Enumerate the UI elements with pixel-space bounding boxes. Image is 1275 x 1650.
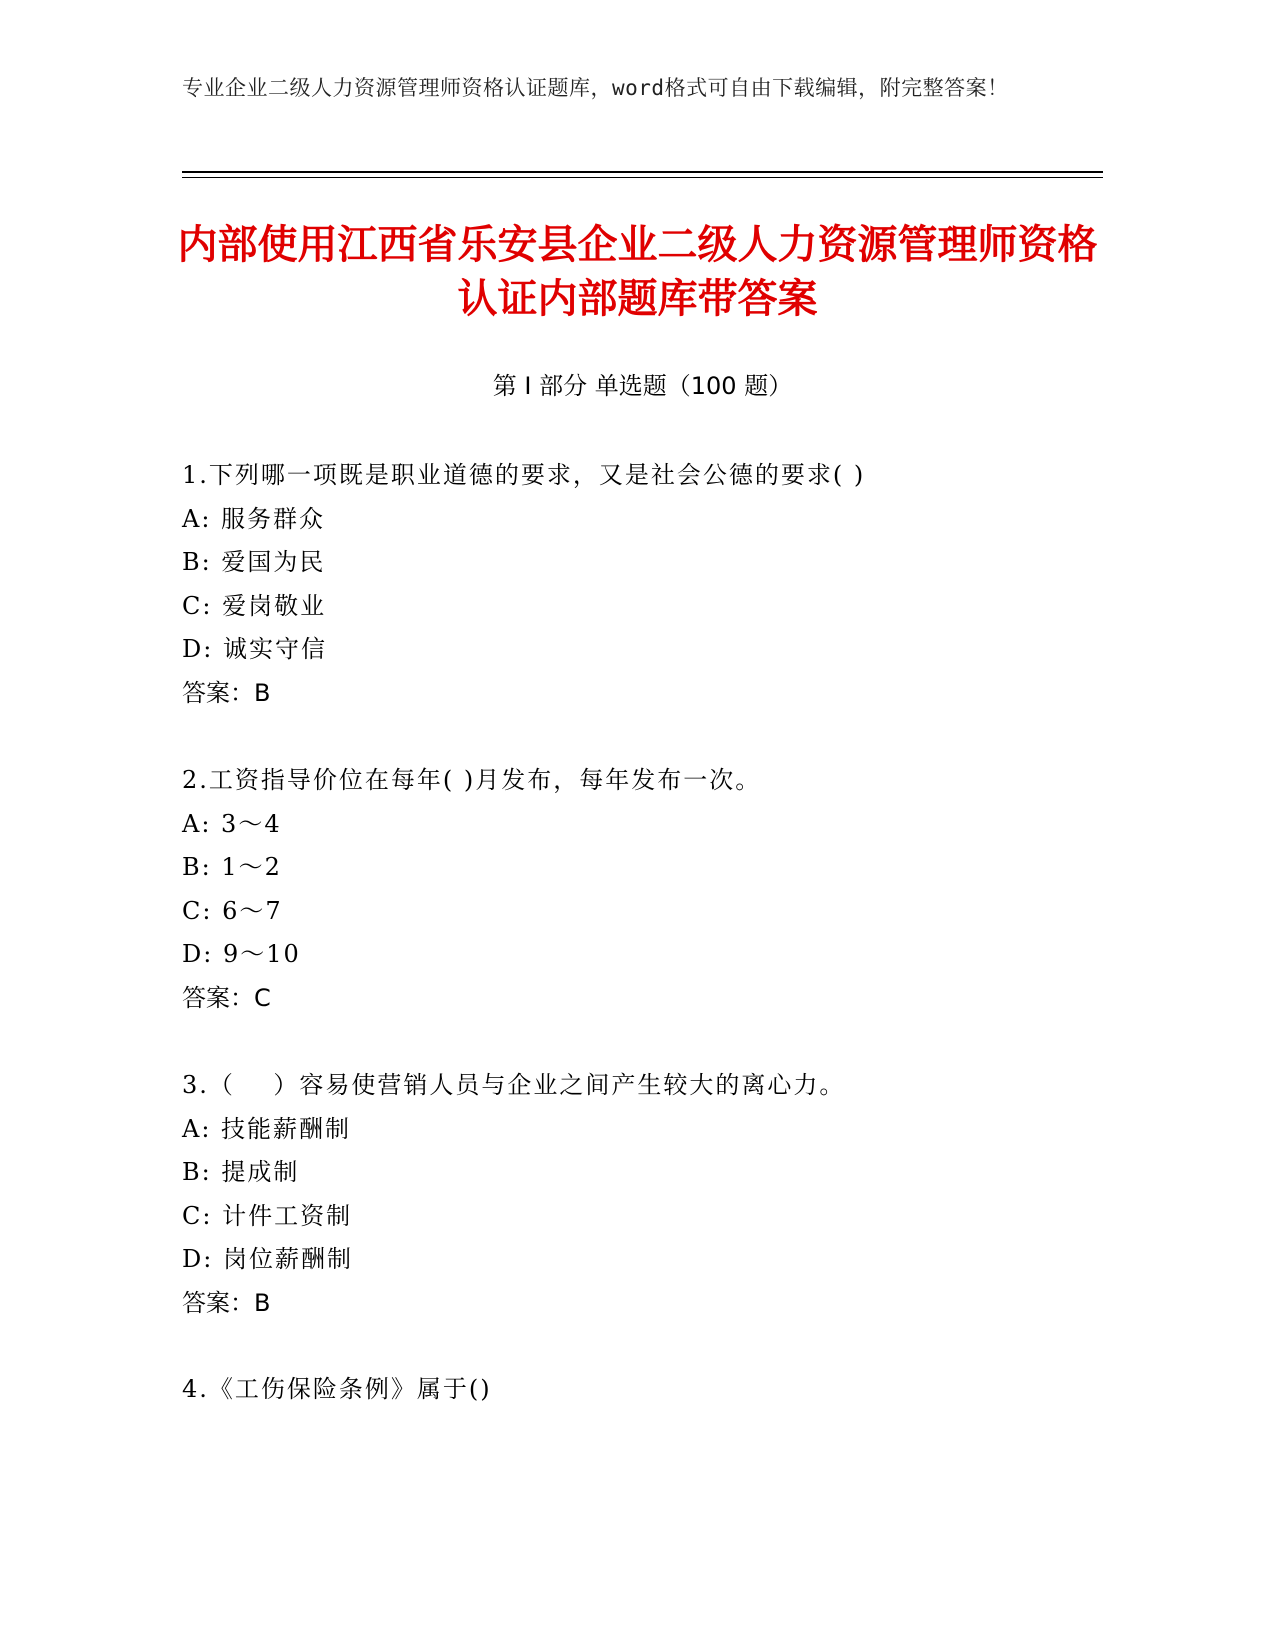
question-4 — [182, 1368, 1103, 1412]
header-rule-thin — [182, 177, 1103, 178]
section-heading: 第 I 部分 单选题（100 题） — [492, 372, 793, 400]
header-note: 专业企业二级人力资源管理师资格认证题库，word格式可自由下载编辑，附完整答案！ — [182, 76, 1009, 100]
question-2 — [182, 759, 1103, 1020]
option-d: D: 岗位薪酬制 — [182, 1245, 353, 1273]
question-3 — [182, 1064, 1103, 1325]
option-d: D: 诚实守信 — [182, 635, 327, 663]
option-c: C: 计件工资制 — [182, 1201, 353, 1230]
document-title: 内部使用江西省乐安县企业二级人力资源管理师资格认证内部题库带答案 — [177, 222, 1098, 322]
answer: 答案：B — [182, 1288, 271, 1317]
header-rule-thick — [182, 171, 1103, 173]
question-stem: 2.工资指导价位在每年( )月发布，每年发布一次。 — [182, 766, 762, 794]
option-c: C: 爱岗敬业 — [182, 591, 327, 620]
question-stem: 1.下列哪一项既是职业道德的要求，又是社会公德的要求( ) — [182, 461, 866, 489]
option-b: B: 提成制 — [182, 1158, 300, 1186]
answer: 答案：C — [182, 983, 271, 1012]
option-a: A: 服务群众 — [182, 504, 326, 533]
option-b: B: 爱国为民 — [182, 548, 326, 576]
question-1 — [182, 454, 1103, 715]
option-c: C: 6～7 — [182, 896, 283, 925]
option-d: D: 9～10 — [182, 940, 301, 968]
option-a: A: 技能薪酬制 — [182, 1114, 352, 1143]
question-stem: 3.（ ）容易使营销人员与企业之间产生较大的离心力。 — [182, 1071, 846, 1099]
option-a: A: 3～4 — [182, 809, 282, 838]
answer: 答案：B — [182, 678, 271, 707]
option-b: B: 1～2 — [182, 853, 282, 881]
question-stem: 4.《工伤保险条例》属于() — [182, 1375, 492, 1403]
